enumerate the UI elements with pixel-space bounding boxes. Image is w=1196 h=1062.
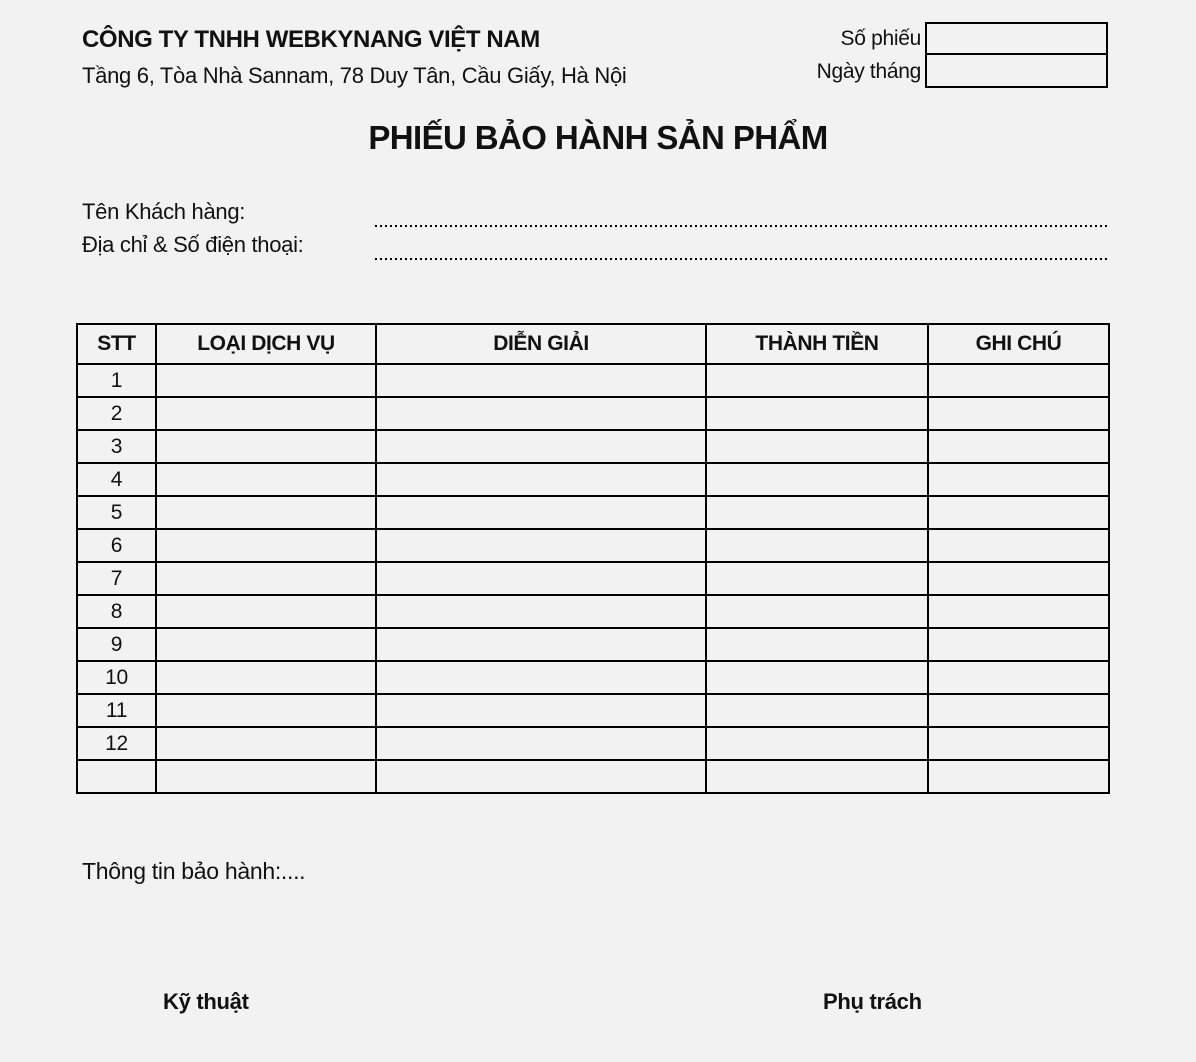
receipt-meta bbox=[738, 22, 1108, 88]
blank-entry-cell[interactable] bbox=[928, 760, 1109, 793]
table-row bbox=[77, 661, 1109, 694]
receipt-number-label: Số phiếu bbox=[840, 26, 921, 50]
customer-fields bbox=[82, 194, 1108, 260]
table-row bbox=[77, 628, 1109, 661]
blank-entry-cell[interactable] bbox=[156, 562, 376, 595]
table-row bbox=[77, 463, 1109, 496]
table-row bbox=[77, 397, 1109, 430]
blank-entry-cell[interactable] bbox=[156, 496, 376, 529]
blank-entry-cell[interactable] bbox=[376, 628, 706, 661]
form-title: PHIẾU BẢO HÀNH SẢN PHẨM bbox=[368, 119, 828, 156]
table-row bbox=[77, 364, 1109, 397]
blank-entry-cell[interactable] bbox=[376, 595, 706, 628]
blank-entry-cell[interactable] bbox=[376, 694, 706, 727]
blank-entry-cell[interactable] bbox=[156, 727, 376, 760]
blank-entry-cell[interactable] bbox=[376, 364, 706, 397]
blank-entry-cell[interactable] bbox=[706, 364, 928, 397]
table-row bbox=[77, 595, 1109, 628]
blank-entry-cell[interactable] bbox=[156, 463, 376, 496]
blank-entry-cell[interactable] bbox=[706, 562, 928, 595]
customer-address-line[interactable] bbox=[375, 232, 1108, 260]
stt-cell: 10 bbox=[77, 661, 156, 694]
blank-entry-cell[interactable] bbox=[928, 397, 1109, 430]
blank-entry-cell[interactable] bbox=[706, 463, 928, 496]
blank-entry-cell[interactable] bbox=[376, 463, 706, 496]
table-row bbox=[77, 430, 1109, 463]
blank-entry-cell[interactable] bbox=[928, 562, 1109, 595]
blank-entry-cell[interactable] bbox=[156, 595, 376, 628]
blank-entry-cell[interactable] bbox=[376, 562, 706, 595]
table-row bbox=[77, 760, 1109, 793]
company-address: Tầng 6, Tòa Nhà Sannam, 78 Duy Tân, Cầu Giấy, Hà Nội bbox=[82, 63, 627, 88]
blank-entry-cell[interactable] bbox=[928, 529, 1109, 562]
column-header-description: DIỄN GIẢI bbox=[376, 324, 706, 364]
receipt-number-box[interactable] bbox=[925, 22, 1108, 55]
blank-entry-cell[interactable] bbox=[156, 430, 376, 463]
table-row bbox=[77, 496, 1109, 529]
stt-cell: 12 bbox=[77, 727, 156, 760]
stt-cell: 2 bbox=[77, 397, 156, 430]
stt-cell bbox=[77, 760, 156, 793]
stt-cell: 1 bbox=[77, 364, 156, 397]
blank-entry-cell[interactable] bbox=[706, 595, 928, 628]
service-table bbox=[76, 323, 1110, 794]
column-header-service-type: LOẠI DỊCH VỤ bbox=[156, 324, 376, 364]
stt-cell: 5 bbox=[77, 496, 156, 529]
blank-entry-cell[interactable] bbox=[376, 727, 706, 760]
warranty-info-label: Thông tin bảo hành:.... bbox=[82, 858, 306, 884]
blank-entry-cell[interactable] bbox=[706, 661, 928, 694]
blank-entry-cell[interactable] bbox=[376, 397, 706, 430]
stt-cell: 8 bbox=[77, 595, 156, 628]
header-row bbox=[77, 324, 1109, 364]
table-row bbox=[77, 529, 1109, 562]
company-header bbox=[82, 26, 626, 89]
customer-name-row bbox=[82, 194, 1108, 227]
stt-cell: 6 bbox=[77, 529, 156, 562]
table-row bbox=[77, 694, 1109, 727]
blank-entry-cell[interactable] bbox=[928, 364, 1109, 397]
customer-address-label: Địa chỉ & Số điện thoại: bbox=[82, 232, 304, 257]
blank-entry-cell[interactable] bbox=[376, 760, 706, 793]
blank-entry-cell[interactable] bbox=[928, 496, 1109, 529]
blank-entry-cell[interactable] bbox=[156, 364, 376, 397]
blank-entry-cell[interactable] bbox=[156, 529, 376, 562]
blank-entry-cell[interactable] bbox=[376, 496, 706, 529]
table-row bbox=[77, 727, 1109, 760]
column-header-amount: THÀNH TIỀN bbox=[706, 324, 928, 364]
company-name: CÔNG TY TNHH WEBKYNANG VIỆT NAM bbox=[82, 26, 540, 53]
customer-address-row bbox=[82, 227, 1108, 260]
in-charge-signature-label: Phụ trách bbox=[823, 989, 922, 1014]
column-header-note: GHI CHÚ bbox=[928, 324, 1109, 364]
blank-entry-cell[interactable] bbox=[928, 430, 1109, 463]
blank-entry-cell[interactable] bbox=[928, 727, 1109, 760]
blank-entry-cell[interactable] bbox=[376, 661, 706, 694]
blank-entry-cell[interactable] bbox=[928, 628, 1109, 661]
stt-cell: 4 bbox=[77, 463, 156, 496]
blank-entry-cell[interactable] bbox=[156, 661, 376, 694]
customer-name-label: Tên Khách hàng: bbox=[82, 199, 246, 224]
stt-cell: 7 bbox=[77, 562, 156, 595]
blank-entry-cell[interactable] bbox=[706, 760, 928, 793]
stt-cell: 3 bbox=[77, 430, 156, 463]
service-table-header bbox=[77, 324, 1109, 364]
blank-entry-cell[interactable] bbox=[376, 529, 706, 562]
blank-entry-cell[interactable] bbox=[706, 397, 928, 430]
date-box[interactable] bbox=[925, 55, 1108, 88]
blank-entry-cell[interactable] bbox=[156, 760, 376, 793]
blank-entry-cell[interactable] bbox=[928, 463, 1109, 496]
stt-cell: 11 bbox=[77, 694, 156, 727]
table-body bbox=[77, 364, 1109, 793]
blank-entry-cell[interactable] bbox=[928, 661, 1109, 694]
column-header-stt: STT bbox=[77, 324, 156, 364]
blank-entry-cell[interactable] bbox=[928, 595, 1109, 628]
date-label: Ngày tháng bbox=[816, 59, 921, 83]
blank-entry-cell[interactable] bbox=[706, 496, 928, 529]
blank-entry-cell[interactable] bbox=[706, 628, 928, 661]
blank-entry-cell[interactable] bbox=[928, 694, 1109, 727]
stt-cell: 9 bbox=[77, 628, 156, 661]
technician-signature-label: Kỹ thuật bbox=[163, 989, 249, 1014]
blank-entry-cell[interactable] bbox=[156, 628, 376, 661]
blank-entry-cell[interactable] bbox=[706, 430, 928, 463]
blank-entry-cell[interactable] bbox=[376, 430, 706, 463]
table-row bbox=[77, 562, 1109, 595]
blank-entry-cell[interactable] bbox=[706, 727, 928, 760]
blank-entry-cell[interactable] bbox=[706, 694, 928, 727]
customer-name-line[interactable] bbox=[375, 199, 1108, 227]
blank-entry-cell[interactable] bbox=[706, 529, 928, 562]
blank-entry-cell[interactable] bbox=[156, 397, 376, 430]
blank-entry-cell[interactable] bbox=[156, 694, 376, 727]
